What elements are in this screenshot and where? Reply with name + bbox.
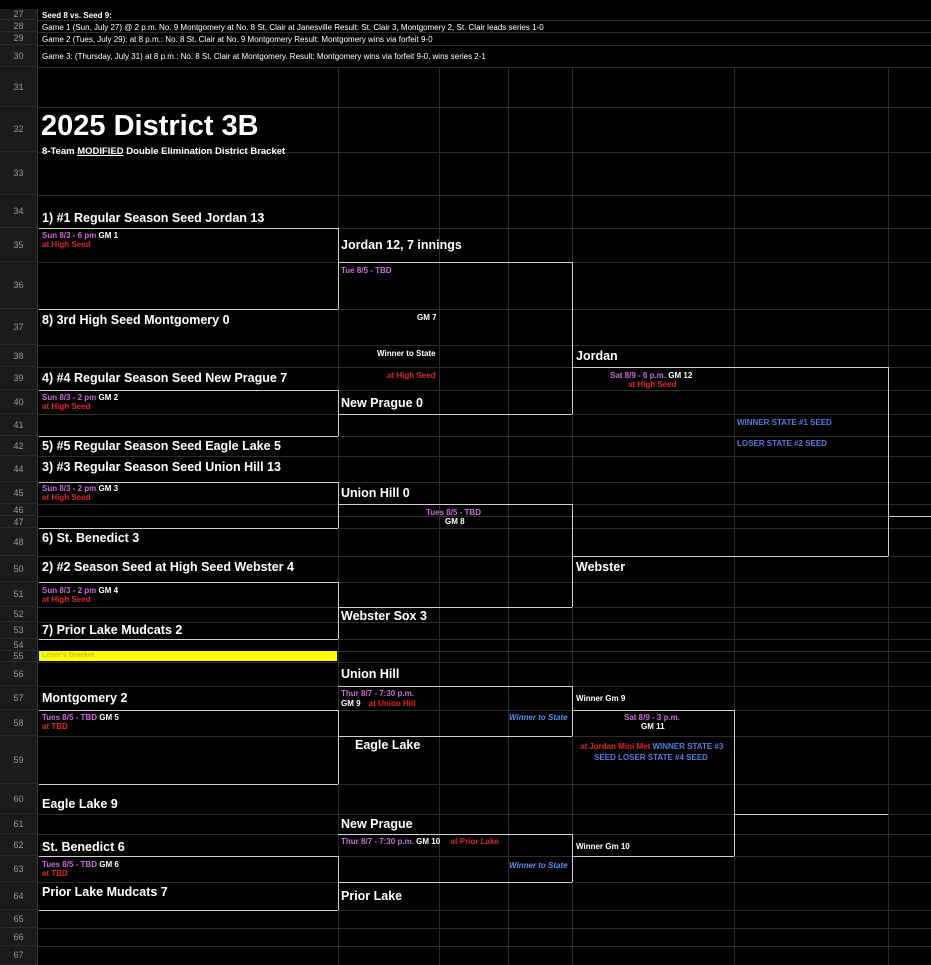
- subtitle-pre: 8-Team: [42, 146, 78, 157]
- row-number: 45: [0, 482, 38, 504]
- loser-state-2-seed: LOSER STATE #2 SEED: [737, 439, 827, 448]
- gm6-location: at TBD: [42, 869, 68, 878]
- row-number: 65: [0, 910, 38, 928]
- gm11-date: Sat 8/9 - 3 p.m.: [624, 713, 681, 722]
- row-number: 31: [0, 67, 38, 107]
- row-number: 42: [0, 436, 38, 456]
- row-number: 52: [0, 607, 38, 622]
- row-number: 66: [0, 928, 38, 946]
- gm11-number: GM 11: [641, 722, 665, 731]
- row-number: 28: [0, 20, 38, 32]
- team-montgomery-0: 8) 3rd High Seed Montgomery 0: [42, 313, 230, 327]
- gm12-date: Sat 8/9 - 6 p.m. GM 12: [610, 371, 693, 380]
- team-union-hill-0: Union Hill 0: [341, 486, 410, 500]
- row-number: 47: [0, 516, 38, 528]
- team-jordan-12: Jordan 12, 7 innings: [341, 238, 462, 252]
- team-eagle-lake-5: 5) #5 Regular Season Seed Eagle Lake 5: [42, 439, 282, 453]
- gm12-location: at High Seed: [628, 380, 677, 389]
- row-number: 35: [0, 228, 38, 262]
- row-number: 39: [0, 367, 38, 390]
- row-number: 46: [0, 504, 38, 516]
- game2-info: Game 2 (Tues, July 29): at 8 p.m.: No. 8 St. Clair at No. 9 Montgomery Result: Montgomery wins via forfeit 9-0: [42, 35, 433, 44]
- row-number: 27: [0, 9, 38, 20]
- team-prior-lake: Prior Lake: [341, 889, 403, 903]
- team-montgomery-2: Montgomery 2: [42, 691, 128, 705]
- subtitle-post: Double Elimination District Bracket: [123, 146, 286, 157]
- row-number: 67: [0, 946, 38, 965]
- gm1-date: Sun 8/3 - 6 pm GM 1: [42, 231, 119, 240]
- winner-gm9: Winner Gm 9: [576, 694, 626, 703]
- row-number: 29: [0, 32, 38, 45]
- row-number: 58: [0, 710, 38, 736]
- team-jordan-13: 1) #1 Regular Season Seed Jordan 13: [42, 211, 265, 225]
- team-new-prague-0: New Prague 0: [341, 396, 423, 410]
- gm5-date: Tues 8/5 - TBD GM 5: [42, 713, 119, 722]
- row-number: 32: [0, 107, 38, 152]
- team-prior-lake-7: Prior Lake Mudcats 7: [42, 885, 168, 899]
- row-number: 55: [0, 651, 38, 662]
- gm8-number: GM 8: [445, 517, 465, 526]
- losers-bracket-label: Loser's Bracket: [42, 652, 95, 659]
- gm7-number: GM 7: [417, 313, 437, 322]
- gm3-date: Sun 8/3 - 2 pm GM 3: [42, 484, 119, 493]
- row-number: 33: [0, 152, 38, 195]
- team-jordan: Jordan: [576, 349, 618, 363]
- row-number: 62: [0, 834, 38, 856]
- team-union-hill-13: 3) #3 Regular Season Seed Union Hill 13: [42, 460, 281, 474]
- row-number: 41: [0, 414, 38, 436]
- row-number: 50: [0, 556, 38, 582]
- gm9-number: GM 9 at Union Hill: [341, 699, 416, 708]
- gm6-date: Tues 8/5 - TBD GM 6: [42, 860, 119, 869]
- row-number: 57: [0, 686, 38, 710]
- team-eagle-lake-9: Eagle Lake 9: [42, 797, 118, 811]
- team-eagle-lake: Eagle Lake: [355, 738, 421, 752]
- row-number: 48: [0, 528, 38, 556]
- winner-state-1-seed: WINNER STATE #1 SEED: [737, 418, 832, 427]
- gm9-date: Thur 8/7 - 7:30 p.m.: [341, 689, 414, 698]
- gm1-location: at High Seed: [42, 240, 91, 249]
- team-webster: Webster: [576, 560, 626, 574]
- gm3-location: at High Seed: [42, 493, 91, 502]
- gm8-date: Tues 8/5 - TBD: [426, 508, 481, 517]
- gm7-winner-to-state: Winner to State: [377, 349, 436, 358]
- game1-info: Game 1 (Sun, July 27) @ 2 p.m. No. 9 Montgomery at No. 8 St. Clair at Janesville Result: St. Clair 3, Montgomery 2, St. Clair leads series 1-0: [42, 23, 544, 32]
- row-number: 54: [0, 639, 38, 651]
- gm5-location: at TBD: [42, 722, 68, 731]
- row-number: 60: [0, 784, 38, 814]
- game3-info: Game 3: (Thursday, July 31) at 8 p.m.: No. 8 St. Clair at Montgomery. Result: Montgomery wins via forfeit 9-0, wins series 2-1: [42, 52, 486, 61]
- team-new-prague: New Prague: [341, 817, 413, 831]
- row-number: 34: [0, 195, 38, 228]
- team-prior-lake-2: 7) Prior Lake Mudcats 2: [42, 623, 183, 637]
- team-new-prague-7: 4) #4 Regular Season Seed New Prague 7: [42, 371, 288, 385]
- gm7-date: Tue 8/5 - TBD: [341, 266, 392, 275]
- row-number: 44: [0, 456, 38, 482]
- gm10-info: Thur 8/7 - 7:30 p.m. GM 10 at Prior Lake: [341, 837, 499, 846]
- row-number: 51: [0, 582, 38, 607]
- row-number: 64: [0, 882, 38, 910]
- page-title: 2025 District 3B: [41, 110, 259, 142]
- team-webster-sox-3: Webster Sox 3: [341, 609, 427, 623]
- gm2-location: at High Seed: [42, 402, 91, 411]
- gm4-date: Sun 8/3 - 2 pm GM 4: [42, 586, 119, 595]
- seed-header: Seed 8 vs. Seed 9:: [42, 11, 112, 20]
- gm2-date: Sun 8/3 - 2 pm GM 2: [42, 393, 119, 402]
- gm10-winner-to-state: Winner to State: [509, 861, 568, 870]
- page-subtitle: [42, 146, 285, 157]
- gm7-location: at High Seed: [387, 371, 436, 380]
- team-st-benedict-3: 6) St. Benedict 3: [42, 531, 140, 545]
- row-number: 30: [0, 45, 38, 67]
- gm9-winner-to-state: Winner to State: [509, 713, 568, 722]
- subtitle-modified: MODIFIED: [77, 146, 124, 157]
- gm4-location: at High Seed: [42, 595, 91, 604]
- row-number: 38: [0, 345, 38, 367]
- row-number: 61: [0, 814, 38, 834]
- gm11-result-line2: SEED LOSER STATE #4 SEED: [594, 753, 708, 762]
- gm11-location-result: at Jordan Mini Met WINNER STATE #3: [580, 742, 724, 751]
- row-number: 36: [0, 262, 38, 309]
- row-number: 53: [0, 622, 38, 639]
- winner-gm10: Winner Gm 10: [576, 842, 630, 851]
- row-number: 37: [0, 309, 38, 345]
- row-number: 63: [0, 856, 38, 882]
- row-number: 40: [0, 390, 38, 414]
- team-st-benedict-6: St. Benedict 6: [42, 840, 125, 854]
- row-number: 59: [0, 736, 38, 784]
- row-number: 56: [0, 662, 38, 686]
- team-union-hill: Union Hill: [341, 667, 400, 681]
- team-webster-4: 2) #2 Season Seed at High Seed Webster 4: [42, 560, 294, 574]
